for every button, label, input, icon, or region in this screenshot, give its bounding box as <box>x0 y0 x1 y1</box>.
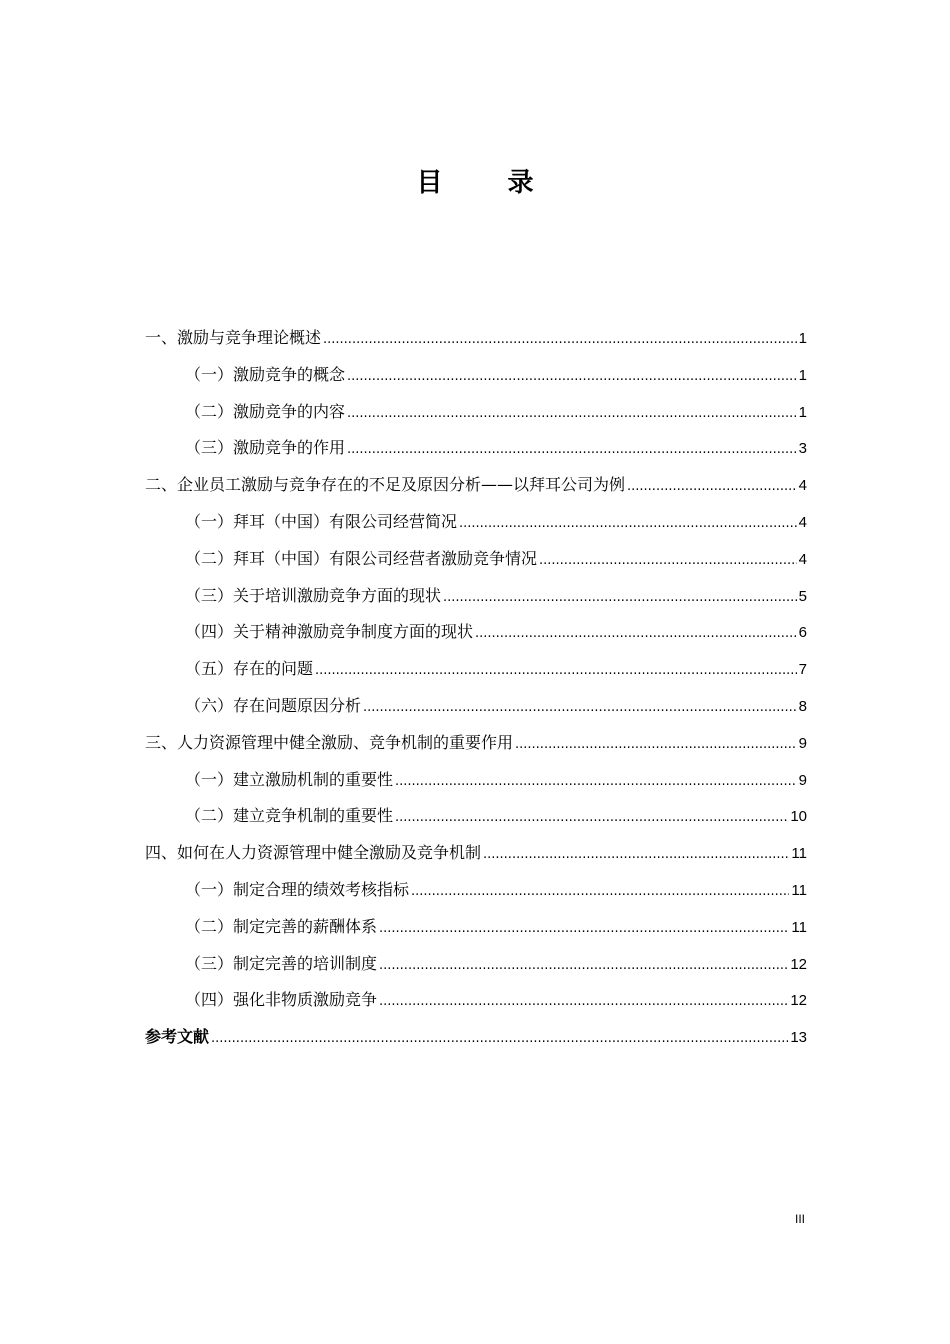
toc-leader <box>395 764 797 801</box>
toc-entry-page: 9 <box>798 771 807 789</box>
toc-entry-label: （一）建立激励机制的重要性 <box>185 769 394 789</box>
toc-entry-label: （一）拜耳（中国）有限公司经营简况 <box>185 511 458 531</box>
toc-entry-page: 11 <box>791 845 807 863</box>
toc-entry[interactable] <box>145 320 807 357</box>
toc-leader <box>459 506 797 543</box>
toc-leader <box>379 911 789 948</box>
toc-entry-page: 13 <box>790 1029 807 1047</box>
toc-entry-page: 11 <box>791 881 807 899</box>
toc-leader <box>539 543 797 580</box>
toc-entry[interactable] <box>145 394 807 431</box>
toc-entry[interactable] <box>145 909 807 946</box>
toc-entry-page: 8 <box>798 697 807 715</box>
toc-entry-page: 11 <box>791 918 807 936</box>
toc-entry[interactable] <box>145 504 807 541</box>
toc-entry-label: （二）制定完善的薪酬体系 <box>185 916 378 936</box>
toc-entry-label: （二）激励竞争的内容 <box>185 401 346 421</box>
toc-entry-label: （一）制定合理的绩效考核指标 <box>185 879 410 899</box>
toc-entry[interactable] <box>145 357 807 394</box>
toc-entry-label: （二）建立竞争机制的重要性 <box>185 806 394 826</box>
toc-entry[interactable] <box>145 430 807 467</box>
toc-entry-page: 12 <box>790 955 807 973</box>
toc-leader <box>323 322 797 359</box>
toc-entry[interactable] <box>145 762 807 799</box>
toc-entry-label: （三）关于培训激励竞争方面的现状 <box>185 585 442 605</box>
toc-entry-label: 三、人力资源管理中健全激励、竞争机制的重要作用 <box>145 732 514 752</box>
toc-entry-page: 1 <box>798 366 807 384</box>
toc-entry[interactable] <box>145 982 807 1019</box>
toc-entry-label: 参考文献 <box>145 1027 210 1047</box>
toc-leader <box>475 616 797 653</box>
toc-leader <box>411 874 789 911</box>
toc-entry-page: 9 <box>798 734 807 752</box>
toc-leader <box>483 837 789 874</box>
page-title: 目 录 <box>416 168 562 198</box>
toc-entry-page: 3 <box>798 440 807 458</box>
toc-entry-label: （四）强化非物质激励竞争 <box>185 990 378 1010</box>
toc-leader <box>515 727 797 764</box>
toc-entry-page: 7 <box>798 661 807 679</box>
toc-entry-label: （一）激励竞争的概念 <box>185 364 346 384</box>
toc-entry[interactable] <box>145 835 807 872</box>
toc-entry-page: 5 <box>798 587 807 605</box>
toc-leader <box>443 580 797 617</box>
toc-leader <box>315 653 797 690</box>
toc-leader <box>379 948 788 985</box>
toc-entry[interactable] <box>145 651 807 688</box>
toc-leader <box>363 690 797 727</box>
toc-entry[interactable] <box>145 467 807 504</box>
page-number: III <box>795 1212 806 1226</box>
toc-entry[interactable] <box>145 798 807 835</box>
toc-leader <box>347 432 797 469</box>
toc-entry-label: （三）激励竞争的作用 <box>185 438 346 458</box>
toc-leader <box>395 800 788 837</box>
toc-entry[interactable] <box>145 614 807 651</box>
toc-entry-page: 12 <box>790 992 807 1010</box>
toc-entry-label: （六）存在问题原因分析 <box>185 695 362 715</box>
table-of-contents <box>145 320 807 1056</box>
toc-entry[interactable] <box>145 541 807 578</box>
toc-entry-label: 一、激励与竞争理论概述 <box>145 328 322 347</box>
toc-entry-page: 1 <box>798 330 807 347</box>
toc-entry-page: 6 <box>798 624 807 642</box>
toc-leader <box>379 984 788 1021</box>
toc-leader <box>211 1021 788 1058</box>
toc-entry[interactable] <box>145 688 807 725</box>
toc-leader <box>347 359 797 396</box>
toc-leader <box>627 469 797 506</box>
toc-entry[interactable] <box>145 725 807 762</box>
toc-entry[interactable] <box>145 578 807 615</box>
toc-entry-page: 1 <box>798 403 807 421</box>
toc-entry[interactable] <box>145 872 807 909</box>
toc-entry-page: 4 <box>798 477 807 495</box>
toc-entry-label: （二）拜耳（中国）有限公司经营者激励竞争情况 <box>185 548 538 568</box>
toc-entry[interactable] <box>145 1019 807 1056</box>
toc-entry[interactable] <box>145 946 807 983</box>
toc-entry-label: 四、如何在人力资源管理中健全激励及竞争机制 <box>145 843 482 863</box>
toc-entry-label: （四）关于精神激励竞争制度方面的现状 <box>185 622 474 642</box>
toc-entry-page: 4 <box>798 513 807 531</box>
toc-entry-label: 二、企业员工激励与竞争存在的不足及原因分析——以拜耳公司为例 <box>145 475 626 495</box>
toc-leader <box>347 396 797 433</box>
toc-entry-page: 4 <box>798 550 807 568</box>
toc-entry-label: （五）存在的问题 <box>185 659 314 679</box>
toc-entry-label: （三）制定完善的培训制度 <box>185 953 378 973</box>
toc-entry-page: 10 <box>790 808 807 826</box>
